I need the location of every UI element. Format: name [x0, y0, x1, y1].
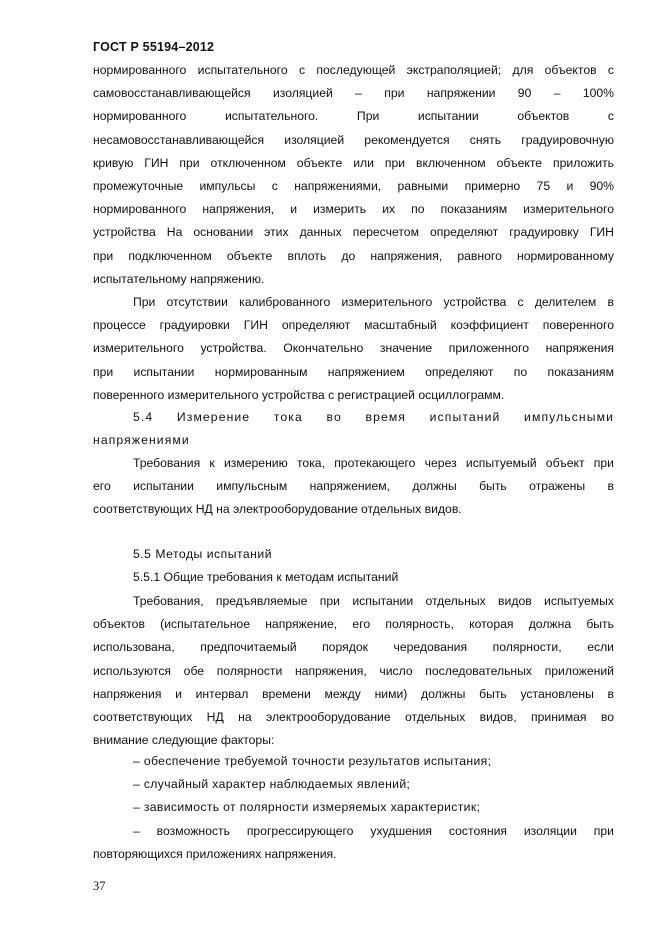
- text-line: Требования, предъявляемые при испытании отдельных видов испытуемых: [133, 594, 614, 608]
- text-line: используются обе полярности напряжения, число последовательных приложений: [93, 663, 614, 678]
- list-item: – случайный характер наблюдаемых явлений;: [133, 777, 411, 792]
- text-line: испытательному напряжению.: [93, 271, 265, 286]
- text-line: при подключенном объекте вплоть до напряжения, равного нормированному: [93, 248, 614, 263]
- list-item: – обеспечение требуемой точности результатов испытания;: [133, 754, 492, 768]
- text-line: кривую ГИН при отключенном объекте или при включенном объекте приложить: [93, 155, 614, 170]
- paragraph-scale-factor: [93, 291, 614, 407]
- heading-line: напряжениями: [93, 433, 190, 448]
- text-line: самовосстанавливающейся изоляцией – при напряжении 90 – 100%: [93, 86, 614, 101]
- text-line: поверенного измерительного устройства с регистрацией осциллограмм.: [93, 387, 505, 402]
- text-line: измерительного устройства. Окончательно значение приложенного напряжения: [93, 341, 614, 356]
- text-line: нормированного испытательного с последующей экстраполяцией; для объектов с: [93, 63, 614, 77]
- list-item: – возможность прогрессирующего ухудшения состояния изоляции при: [133, 824, 614, 838]
- section-5-5-title: 5.5 Методы испытаний: [133, 547, 273, 561]
- heading-line: 5.4 Измерение тока во время испытаний импульсными: [133, 410, 614, 424]
- text-line: использована, предпочитаемый порядок чередования полярности, если: [93, 640, 614, 655]
- text-line: промежуточные импульсы с напряжениями, равными примерно 75 и 90%: [93, 179, 614, 194]
- page-number: 37: [93, 879, 106, 893]
- text-line: нормированного напряжения, и измерить их по показаниям измерительного: [93, 202, 614, 217]
- factors-list-last-item: [93, 820, 614, 866]
- section-5-5-heading-block: [93, 543, 614, 589]
- document-header: ГОСТ Р 55194–2012: [93, 40, 215, 54]
- text-line: напряжения и интервал времени между ними) должны быть установлены в: [93, 686, 614, 701]
- text-line: объектов (испытательное напряжение, его полярность, которая должна быть: [93, 617, 614, 632]
- text-line: Требования к измерению тока, протекающего через испытуемый объект при: [133, 456, 614, 470]
- text-line: несамовосстанавливающейся изоляцией рекомендуется снять градуировочную: [93, 132, 614, 147]
- paragraph-current-measurement: [93, 452, 614, 522]
- text-line: повторяющихся приложениях напряжения.: [93, 847, 337, 862]
- section-5-4-heading: [93, 406, 614, 452]
- section-5-5-1-subtitle: 5.5.1 Общие требования к методам испытаний: [133, 570, 399, 585]
- text-line: процессе градуировки ГИН определяют масштабный коэффициент поверенного: [93, 318, 614, 333]
- factors-list: [93, 750, 614, 820]
- text-line: соответствующих НД на электрооборудование отдельных видов, принимая во: [93, 710, 614, 725]
- text-line: устройства На основании этих данных пересчетом определяют градуировку ГИН: [93, 225, 614, 240]
- paragraph-calibration: [93, 59, 614, 291]
- text-line: его испытании импульсным напряжением, должны быть отражены в: [93, 479, 614, 494]
- text-line: нормированного испытательного. При испытании объектов с: [93, 109, 614, 124]
- paragraph-test-requirements: [93, 590, 614, 752]
- text-line: при испытании нормированным напряжением определяют по показаниям: [93, 364, 614, 379]
- list-item: – зависимость от полярности измеряемых характеристик;: [133, 800, 481, 815]
- text-line: внимание следующие факторы:: [93, 733, 275, 748]
- text-line: При отсутствии калиброванного измерительного устройства с делителем в: [133, 295, 614, 309]
- text-line: соответствующих НД на электрооборудование отдельных видов.: [93, 502, 462, 517]
